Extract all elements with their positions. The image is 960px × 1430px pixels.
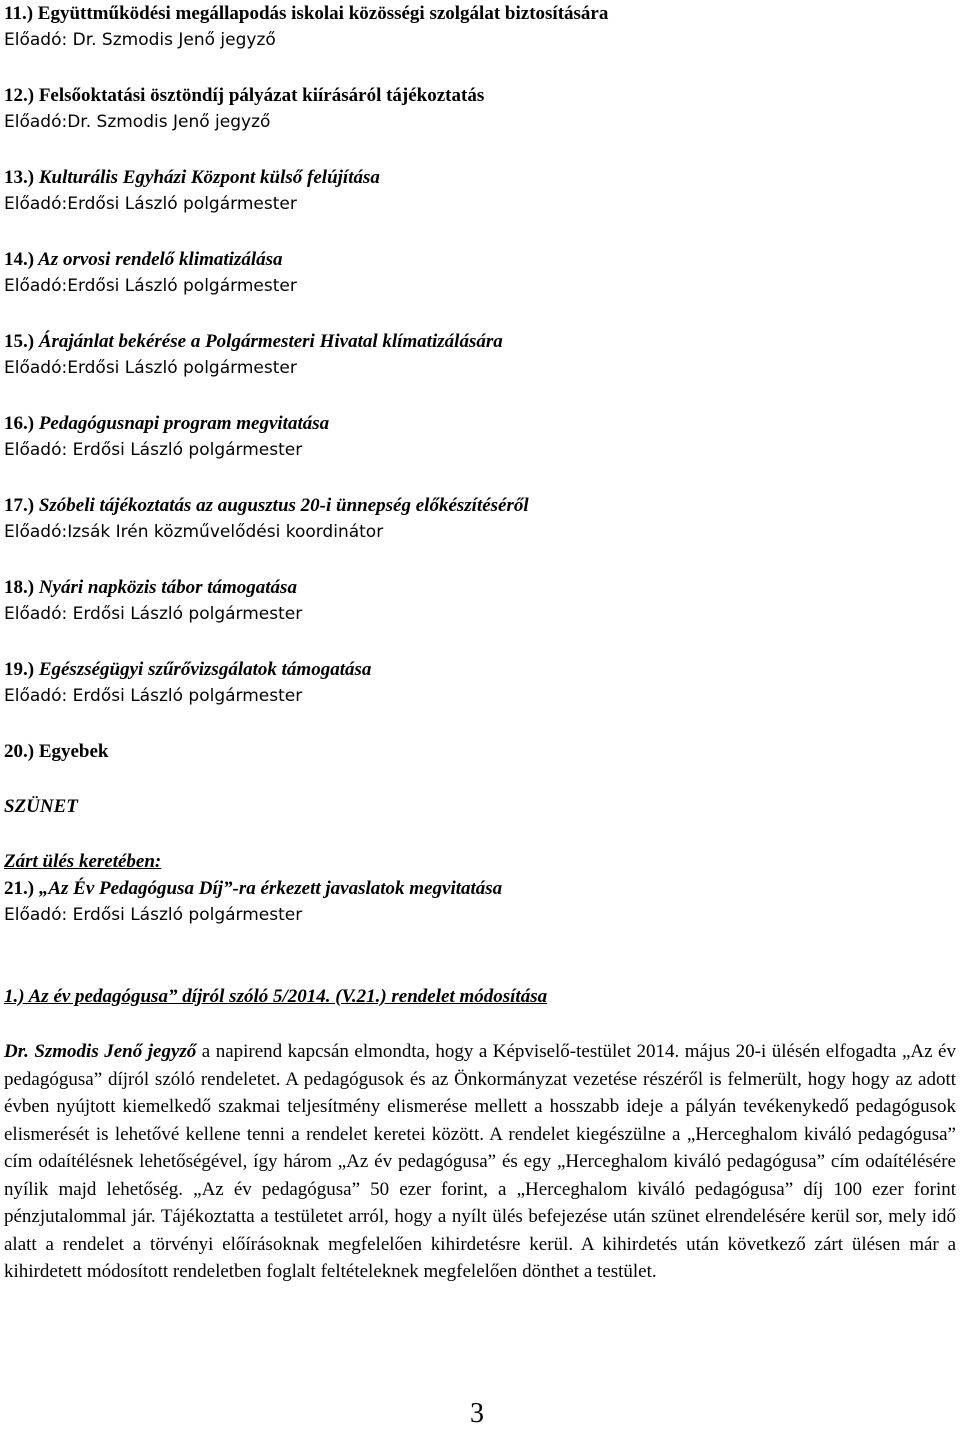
closed-session-heading: Zárt ülés keretében:: [4, 851, 162, 872]
agenda-item-title: [4, 328, 956, 355]
agenda-item-title: [4, 656, 956, 683]
agenda-item-title-text: Egyebek: [34, 741, 109, 762]
section-body: [4, 1038, 956, 1286]
agenda-item-presenter: Előadó:Dr. Szmodis Jenő jegyző: [4, 112, 271, 132]
agenda-item-title-text: Együttműködési megállapodás iskolai közösségi szolgálat biztosítására: [33, 3, 609, 24]
section-body-text: a napirend kapcsán elmondta, hogy a Képviselő-testület 2014. május 20-i ülésén elfogadta „Az év pedagógusa” díjról szóló rendeletet. A pedagógusok és az Önkormányzat vezetése részéről is felmerült, hogy hogy az adott évben nyújtott kiemelkedő szakmai teljesítmény elismerése mellett a hosszabb ideje a pályán tevékenykedő pedagógusok elismerését is lehetővé kellene tenni a rendelet keretei között. A rendelet kiegészülne a „Herceghalom kiváló pedagógusa” cím odaítélésnek lehetőségével, így három „Az év pedagógusa” és egy „Herceghalom kiváló pedagógusa” cím odaítélésére nyílik majd lehetőség. „Az év pedagógusa” 50 ezer forint, a „Herceghalom kiváló pedagógusa” díj 100 ezer forint pénzjutalommal jár. Tájékoztatta a testületet arról, hogy a nyílt ülés befejezése után szünet elrendelésére kerül sor, mely idő alatt a rendelet a törvényi előírásoknak megfelelően kihirdetésre kerül. A kihirdetés után következő zárt ülésen már a kihirdetett módosított rendeletben foglalt feltételeknek megfelelően dönthet a testület.: [4, 1041, 956, 1282]
agenda-item-18: [4, 574, 956, 628]
agenda-item-title-text: „Az Év Pedagógusa Díj”-ra érkezett javaslatok megvitatása: [34, 878, 503, 899]
agenda-item-presenter: Előadó: Erdősi László polgármester: [4, 440, 303, 460]
agenda-item-16: [4, 410, 956, 464]
agenda-item-number: 13.): [4, 167, 35, 188]
agenda-item-number: 12.): [4, 85, 35, 106]
break-marker: [4, 793, 956, 820]
agenda-item-title: [4, 410, 956, 437]
agenda-item-presenter: Előadó:Erdősi László polgármester: [4, 276, 297, 296]
agenda-item-title: [4, 82, 956, 109]
agenda-item-presenter: Előadó:Erdősi László polgármester: [4, 194, 297, 214]
agenda-item-presenter: Előadó: Erdősi László polgármester: [4, 604, 303, 624]
agenda-item-presenter: Előadó:Izsák Irén közművelődési koordinátor: [4, 522, 384, 542]
page-number: 3: [470, 1398, 484, 1429]
speaker-name: Dr. Szmodis Jenő jegyző: [4, 1041, 197, 1062]
agenda-item-title: [4, 875, 956, 902]
agenda-item-14: [4, 246, 956, 300]
agenda-item-title: [4, 574, 956, 601]
section-heading: 1.) Az év pedagógusa” díjról szóló 5/2014. (V.21.) rendelet módosítása: [4, 986, 548, 1007]
agenda-item-number: 11.): [4, 3, 34, 24]
agenda-item-number: 21.): [4, 878, 35, 899]
agenda-item-19: [4, 656, 956, 710]
agenda-item-number: 15.): [4, 331, 35, 352]
agenda-item-17: [4, 492, 956, 546]
agenda-item-title-text: Szóbeli tájékoztatás az augusztus 20-i ünnepség előkészítéséről: [34, 495, 529, 516]
agenda-item-presenter: Előadó: Erdősi László polgármester: [4, 686, 303, 706]
agenda-item-title-text: Felsőoktatási ösztöndíj pályázat kiírásáról tájékoztatás: [34, 85, 485, 106]
agenda-item-number: 18.): [4, 577, 35, 598]
break-label: SZÜNET: [4, 796, 78, 817]
agenda-item-presenter: Előadó: Erdősi László polgármester: [4, 905, 303, 925]
agenda-item-title: [4, 0, 956, 27]
agenda-item-number: 20.): [4, 741, 35, 762]
agenda-item-title-text: Árajánlat bekérése a Polgármesteri Hivatal klímatizálására: [34, 331, 503, 352]
agenda-item-presenter: Előadó:Erdősi László polgármester: [4, 358, 297, 378]
document-page: [4, 0, 956, 1286]
agenda-item-12: [4, 82, 956, 136]
agenda-item-title: [4, 492, 956, 519]
closed-session: [4, 848, 956, 929]
agenda-item-number: 14.): [4, 249, 35, 270]
agenda-item-13: [4, 164, 956, 218]
agenda-item-number: 16.): [4, 413, 35, 434]
agenda-item-number: 19.): [4, 659, 35, 680]
agenda-item-title-text: Az orvosi rendelő klimatizálása: [34, 249, 283, 270]
agenda-item-20: [4, 738, 956, 765]
agenda-item-number: 17.): [4, 495, 35, 516]
agenda-item-presenter: Előadó: Dr. Szmodis Jenő jegyző: [4, 30, 276, 50]
agenda-item-15: [4, 328, 956, 382]
agenda-item-title-text: Egészségügyi szűrővizsgálatok támogatása: [34, 659, 372, 680]
agenda-item-title-text: Pedagógusnapi program megvitatása: [34, 413, 330, 434]
agenda-item-title-text: Nyári napközis tábor támogatása: [34, 577, 297, 598]
agenda-item-title-text: Kulturális Egyházi Központ külső felújítása: [34, 167, 380, 188]
agenda-item-title: [4, 246, 956, 273]
agenda-item-11: [4, 0, 956, 54]
section-heading-block: [4, 983, 956, 1010]
agenda-item-title: [4, 164, 956, 191]
agenda-item-title: [4, 738, 956, 765]
